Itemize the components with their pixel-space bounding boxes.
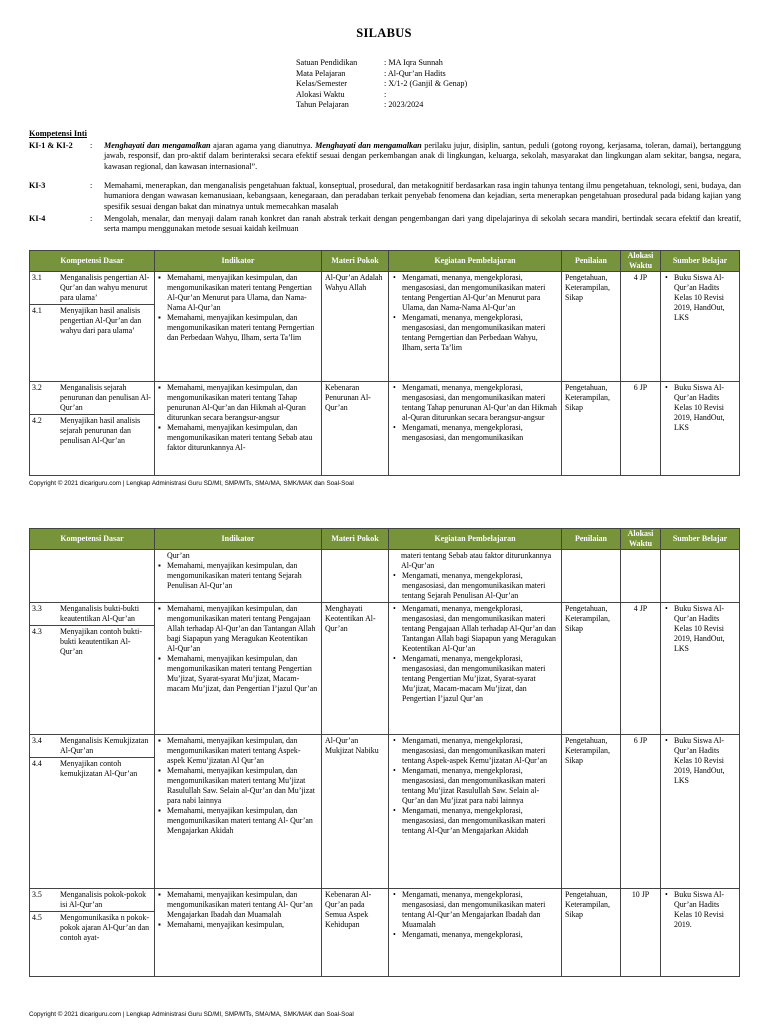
cell-indikator <box>155 550 322 603</box>
list-item: ▪ Memahami, menyajikan kesimpulan, <box>167 920 318 930</box>
kd-number: 4.5 <box>32 913 42 922</box>
kd-number: 3.1 <box>32 273 42 282</box>
ki-text: Memahami, menerapkan, dan menganalisis pengetahuan faktual, konseptual, prosedural, dan metakognitif berdasarkan rasa ingin tahunya tentang ilmu pengetahuan, teknologi, seni, budaya, dan humaniora dengan wawasan kemanusiaan, kebangsaan, kenegaraan, dan peradaban terkait penyebab fenomena dan kejadian, serta menerapkan pengetahuan prosedural pada bidang kajian yang spesifik sesuai dengan bakat dan minatnya untuk memecahkan masalah <box>104 181 741 211</box>
cell-indikator <box>155 889 322 977</box>
kd-item <box>30 889 154 911</box>
kd-number: 4.1 <box>32 306 42 315</box>
kd-number: 4.3 <box>32 627 42 636</box>
bullet-list <box>158 890 318 930</box>
list-item: • Mengamati, menanya, mengekplorasi, mengasosiasi, dan mengomunikasikan materi tentang Pengertian Al-Qur’an Menurut para Ulama, dan Nama-Nama Al-Qur’an <box>402 273 558 313</box>
bullet-list <box>158 604 318 694</box>
cell-kd <box>30 603 155 735</box>
cell-sumber <box>661 382 740 476</box>
list-item: ▪ Memahami, menyajikan kesimpulan, dan mengomunikasikan materi tentang Tahap penurunan Al-Qur’an dan Hikmah al-Quran diturunkan secara berangsur-angsur <box>167 383 318 423</box>
bullet-list <box>664 383 736 433</box>
header-indikator: Indikator <box>155 251 322 272</box>
list-item: • Mengamati, menanya, mengekplorasi, mengasosiasi, dan mengomunikasikan materi tentang Pengertian Mu’jizat, Syarat-syarat Mu’jizat, Macam-macam Mu’jizat, dan Pengertian I’jazul Qur’an <box>402 654 558 704</box>
kd-number: 3.5 <box>32 890 42 899</box>
kd-item <box>30 911 154 944</box>
cell-alokasi: 4 JP <box>621 272 661 382</box>
list-item: • Mengamati, menanya, mengekplorasi, mengasosiasi, dan mengomunikasikan materi tentang Sejarah Penulisan Al-Qur’an <box>402 571 558 601</box>
ki-3 <box>29 181 741 212</box>
cell-sumber <box>661 550 740 603</box>
cell-penilaian: Pengetahuan, Keterampilan, Sikap <box>562 382 621 476</box>
meta-value: : MA Iqra Sunnah <box>384 58 443 67</box>
list-item: • Buku Siswa Al-Qur’an Hadits Kelas 10 Revisi 2019, HandOut, LKS <box>674 273 736 323</box>
meta-label: Satuan Pendidikan <box>296 58 358 67</box>
cell-kegiatan <box>389 272 562 382</box>
meta-row <box>296 90 467 101</box>
syllabus-table-page-2 <box>29 528 740 977</box>
cell-sumber <box>661 603 740 735</box>
list-item: ▪ Memahami, menyajikan kesimpulan, dan mengomunikasikan materi tentang Sejarah Penulisan Al-Qur’an <box>167 561 318 591</box>
meta-label: Alokasi Waktu <box>296 89 345 99</box>
list-item: ▪ Memahami, menyajikan kesimpulan, dan mengomunikasikan materi tentang Sebab atau faktor diturunkannya Al- <box>167 423 318 453</box>
cell-penilaian: Pengetahuan, Keterampilan, Sikap <box>562 735 621 889</box>
kd-item <box>30 414 154 447</box>
kd-text: Mengomunikasika n pokok-pokok ajaran Al-Qur’an dan contoh ayat- <box>60 913 150 942</box>
meta-row <box>296 79 467 90</box>
meta-row <box>296 69 467 80</box>
cell-alokasi: 4 JP <box>621 603 661 735</box>
kd-text: Menyajikan hasil analisis sejarah penurunan dan penulisan Al-Qur’an <box>60 416 141 445</box>
cell-sumber <box>661 272 740 382</box>
header-sumber: Sumber Belajar <box>661 251 740 272</box>
header-penilaian: Penilaian <box>562 529 621 550</box>
cell-kegiatan <box>389 735 562 889</box>
header-materi: Materi Pokok <box>322 529 389 550</box>
table-row <box>30 382 740 476</box>
ki-colon: : <box>90 141 93 150</box>
cell-kd <box>30 272 155 382</box>
cell-kd <box>30 889 155 977</box>
kd-text: Menganalisis Kemukjizatan Al-Qur’an <box>60 736 149 755</box>
bullet-list <box>392 273 558 353</box>
bullet-list <box>392 604 558 704</box>
cell-alokasi: 10 JP <box>621 889 661 977</box>
footer-copyright: Copyright © 2021 dicariguru.com | Lengkap Administrasi Guru SD/MI, SMP/MTs, SMA/MA, SMK/MAK dan Soal-Soal <box>29 1011 354 1018</box>
list-item: ▪ Memahami, menyajikan kesimpulan, dan mengomunikasikan materi tentang Mu’jizat Rasulullah Saw. Selain al-Qur’an dan Mu’jizat para nabi lainnya <box>167 766 318 806</box>
ki-colon: : <box>90 181 93 190</box>
cell-alokasi <box>621 550 661 603</box>
list-item: ▪ Memahami, menyajikan kesimpulan, dan mengomunikasikan materi tentang Pengajaan Allah terhadap Al-Qur’an dan Tantangan Allah bagi Siapapun yang Meragukan Keotentikan Al-Qur’an <box>167 604 318 654</box>
kd-text: Menyajikan contoh kemukjizatan Al-Qur’an <box>60 759 138 778</box>
cell-alokasi: 6 JP <box>621 735 661 889</box>
cell-penilaian: Pengetahuan, Keterampilan, Sikap <box>562 889 621 977</box>
ki-text: Menghayati dan mengamalkan ajaran agama yang dianutnya. Menghayati dan mengamalkan perilaku jujur, disiplin, santun, peduli (gotong royong, kerjasama, toleran, damai), bertanggung jawab, responsif, dan pro-aktif dalam berinteraksi secara efektif sesuai dengan perkembangan anak di lingkungan, keluarga, sekolah, masyarakat dan lingkungan alam sekitar, bangsa, negara, kawasan regional, dan kawasan internasional”. <box>104 141 741 171</box>
table-row <box>30 889 740 977</box>
ki-code: KI-1 & KI-2 <box>29 141 73 150</box>
cell-sumber <box>661 735 740 889</box>
kd-number: 3.3 <box>32 604 42 613</box>
header-row <box>30 251 740 272</box>
list-item: • Mengamati, menanya, mengekplorasi, mengasosiasi, dan mengomunikasikan materi tentang Tahap penurunan Al-Qur’an dan Hikmah al-Quran diturunkan secara berangsur-angsur <box>402 383 558 423</box>
kd-text: Menganalisis sejarah penurunan dan penulisan Al-Qur’an <box>60 383 151 412</box>
ki-code: KI-4 <box>29 214 46 223</box>
list-item: • Buku Siswa Al-Qur’an Hadits Kelas 10 Revisi 2019, HandOut, LKS <box>674 383 736 433</box>
meta-value: : Al-Qur’an Hadits <box>384 68 446 78</box>
list-item: ▪ Memahami, menyajikan kesimpulan, dan mengomunikasikan materi tentang Aspek- aspek Kemu’jizatan Al Qur’an <box>167 736 318 766</box>
kd-item <box>30 735 154 757</box>
bullet-list <box>158 383 318 453</box>
table-row <box>30 735 740 889</box>
footer-copyright: Copyright © 2021 dicariguru.com | Lengkap Administrasi Guru SD/MI, SMP/MTs, SMA/MA, SMK/MAK dan Soal-Soal <box>29 480 354 487</box>
list-item: • Mengamati, menanya, mengekplorasi, <box>402 930 558 940</box>
meta-row <box>296 58 467 69</box>
kd-number: 4.2 <box>32 416 42 425</box>
bullet-list <box>392 571 558 601</box>
cell-materi: Kebenaran Penurunan Al-Qur’an <box>322 382 389 476</box>
continued-text: Qur’an <box>167 551 190 560</box>
bullet-list <box>158 273 318 343</box>
meta-row <box>296 100 467 111</box>
cell-penilaian: Pengetahuan, Keterampilan, Sikap <box>562 603 621 735</box>
meta-value: : <box>384 89 387 99</box>
bullet-list <box>664 890 736 930</box>
header-indikator: Indikator <box>155 529 322 550</box>
table-row <box>30 603 740 735</box>
cell-sumber <box>661 889 740 977</box>
identity-block <box>296 58 467 111</box>
list-item: • Mengamati, menanya, mengekplorasi, mengasosiasi, dan mengomunikasikan materi tentang Mu’jizat Rasulullah Saw. Selain al-Qur’an dan Mu’jizat para nabi lainnya <box>402 766 558 806</box>
page-title: SILABUS <box>356 26 412 40</box>
bullet-list <box>158 736 318 836</box>
kd-number: 3.2 <box>32 383 42 392</box>
bullet-list <box>392 736 558 836</box>
meta-value: : 2023/2024 <box>384 100 424 110</box>
bullet-list <box>392 890 558 940</box>
ki-1-2 <box>29 141 741 172</box>
list-item: • Mengamati, menanya, mengekplorasi, mengasosiasi, dan mengomunikasikan materi tentang Al-Qur’an Mengajarkan Akidah <box>402 806 558 836</box>
syllabus-table-page-1 <box>29 250 740 476</box>
table-row-continued <box>30 550 740 603</box>
cell-kegiatan <box>389 550 562 603</box>
list-item: • Mengamati, menanya, mengekplorasi, mengasosiasi, dan mengomunikasikan materi tentang Al-Qur’an Mengajarkan Ibadah dan Muamalah <box>402 890 558 930</box>
kd-text: Menganalisis pokok-pokok isi Al-Qur’an <box>60 890 147 909</box>
meta-label: Tahun Pelajaran <box>296 100 349 110</box>
header-alokasi: Alokasi Waktu <box>621 251 661 272</box>
bullet-list <box>392 383 558 443</box>
cell-kegiatan <box>389 603 562 735</box>
cell-kegiatan <box>389 382 562 476</box>
bullet-list <box>158 561 318 591</box>
ki-4 <box>29 214 741 235</box>
ki-colon: : <box>90 214 93 223</box>
cell-kd <box>30 550 155 603</box>
ki-code: KI-3 <box>29 181 46 190</box>
ki-heading: Kompetensi Inti <box>29 129 87 138</box>
list-item: • Buku Siswa Al-Qur’an Hadits Kelas 10 Revisi 2019, HandOut, LKS <box>674 604 736 654</box>
header-alokasi: Alokasi Waktu <box>621 529 661 550</box>
list-item: • Mengamati, menanya, mengekplorasi, mengasosiasi, dan mengomunikasikan materi tentang Aspek-aspek Kemu’jizatan Al-Qur’an <box>402 736 558 766</box>
cell-materi: Al-Qur’an Adalah Wahyu Allah <box>322 272 389 382</box>
header-sumber: Sumber Belajar <box>661 529 740 550</box>
kd-item <box>30 603 154 625</box>
cell-materi: Kebenaran Al-Qur’an pada Semua Aspek Kehidupan <box>322 889 389 977</box>
cell-penilaian: Pengetahuan, Keterampilan, Sikap <box>562 272 621 382</box>
cell-indikator <box>155 382 322 476</box>
cell-penilaian <box>562 550 621 603</box>
ki-text: Mengolah, menalar, dan menyaji dalam ranah konkret dan ranah abstrak terkait dengan pengembangan dari yang dipelajarinya di sekolah secara mandiri, bertindak secara efektif dan kreatif, serta mampu menggunakan metode sesuai kaidah keilmuan <box>104 214 741 234</box>
meta-label: Kelas/Semester <box>296 79 347 89</box>
list-item: • Mengamati, menanya, mengekplorasi, mengasosiasi, dan mengomunikasikan materi tentang Perngertian dan Perbedaan Wahyu, Ilham, serta Ta’lim <box>402 313 558 353</box>
kd-item <box>30 304 154 337</box>
kd-number: 3.4 <box>32 736 42 745</box>
cell-indikator <box>155 735 322 889</box>
list-item: • Buku Siswa Al-Qur’an Hadits Kelas 10 Revisi 2019, HandOut, LKS <box>674 736 736 786</box>
list-item: ▪ Memahami, menyajikan kesimpulan, dan mengomunikasikan materi tentang Perngertian dan Perbedaan Wahyu, Ilham, serta Ta’lim <box>167 313 318 343</box>
bullet-list <box>664 736 736 786</box>
table-row <box>30 272 740 382</box>
list-item: ▪ Memahami, menyajikan kesimpulan, dan mengomunikasikan materi tentang Pengertian Al-Qur’an Menurut para Ulama, dan Nama-Nama Al-Qur’an <box>167 273 318 313</box>
header-materi: Materi Pokok <box>322 251 389 272</box>
header-row <box>30 529 740 550</box>
cell-indikator <box>155 272 322 382</box>
cell-materi: Menghayati Keotentikan Al-Qur’an <box>322 603 389 735</box>
list-item: ▪ Memahami, menyajikan kesimpulan, dan mengomunikasikan materi tentang Al- Qur’an Mengajarkan Akidah <box>167 806 318 836</box>
cell-alokasi: 6 JP <box>621 382 661 476</box>
bullet-list <box>664 273 736 323</box>
cell-materi: Al-Qur’an Mukjizat Nabiku <box>322 735 389 889</box>
cell-kd <box>30 735 155 889</box>
kd-item <box>30 757 154 780</box>
continued-text: materi tentang Sebab atau faktor diturunkannya Al-Qur’an <box>401 551 552 570</box>
header-penilaian: Penilaian <box>562 251 621 272</box>
kd-text: Menganalisis pengertian Al-Qur’an dan wahyu menurut para ulama’ <box>60 273 150 302</box>
header-kd: Kompetensi Dasar <box>30 251 155 272</box>
header-kd: Kompetensi Dasar <box>30 529 155 550</box>
list-item: ▪ Memahami, menyajikan kesimpulan, dan mengomunikasikan materi tentang Al- Qur’an Mengajarkan Ibadah dan Muamalah <box>167 890 318 920</box>
kd-text: Menyajikan hasil analisis pengertian Al-Qur’an dan wahyu dari para ulama’ <box>60 306 142 335</box>
cell-materi <box>322 550 389 603</box>
bullet-list <box>664 604 736 654</box>
list-item: • Mengamati, menanya, mengekplorasi, mengasosiasi, dan mengomunikasikan materi tentang Pengajaan Allah terhadap Al-Qur’an dan Tantangan Allah bagi Siapapun yang Meragukan Keotentikan Al-Qur’an <box>402 604 558 654</box>
kd-item <box>30 272 154 304</box>
list-item: • Mengamati, menanya, mengekplorasi, mengasosiasi, dan mengomunikasikan <box>402 423 558 443</box>
cell-kegiatan <box>389 889 562 977</box>
header-kegiatan: Kegiatan Pembelajaran <box>389 251 562 272</box>
kd-text: Menyajikan contoh bukti-bukti keautentikan Al-Qur’an <box>60 627 142 656</box>
list-item: ▪ Memahami, menyajikan kesimpulan, dan mengomunikasikan materi tentang Pengertian Mu’jizat, Syarat-syarat Mu’jizat, Macam-macam Mu’jizat, dan Pengertian I’jazul Qur’an <box>167 654 318 694</box>
cell-kd <box>30 382 155 476</box>
kd-item <box>30 625 154 658</box>
cell-indikator <box>155 603 322 735</box>
header-kegiatan: Kegiatan Pembelajaran <box>389 529 562 550</box>
meta-label: Mata Pelajaran <box>296 68 346 78</box>
kd-text: Menganalisis bukti-bukti keautentikan Al-Qur’an <box>60 604 140 623</box>
kd-number: 4.4 <box>32 759 42 768</box>
list-item: • Buku Siswa Al-Qur’an Hadits Kelas 10 Revisi 2019. <box>674 890 736 930</box>
meta-value: : X/1-2 (Ganjil & Genap) <box>384 79 468 89</box>
kd-item <box>30 382 154 414</box>
